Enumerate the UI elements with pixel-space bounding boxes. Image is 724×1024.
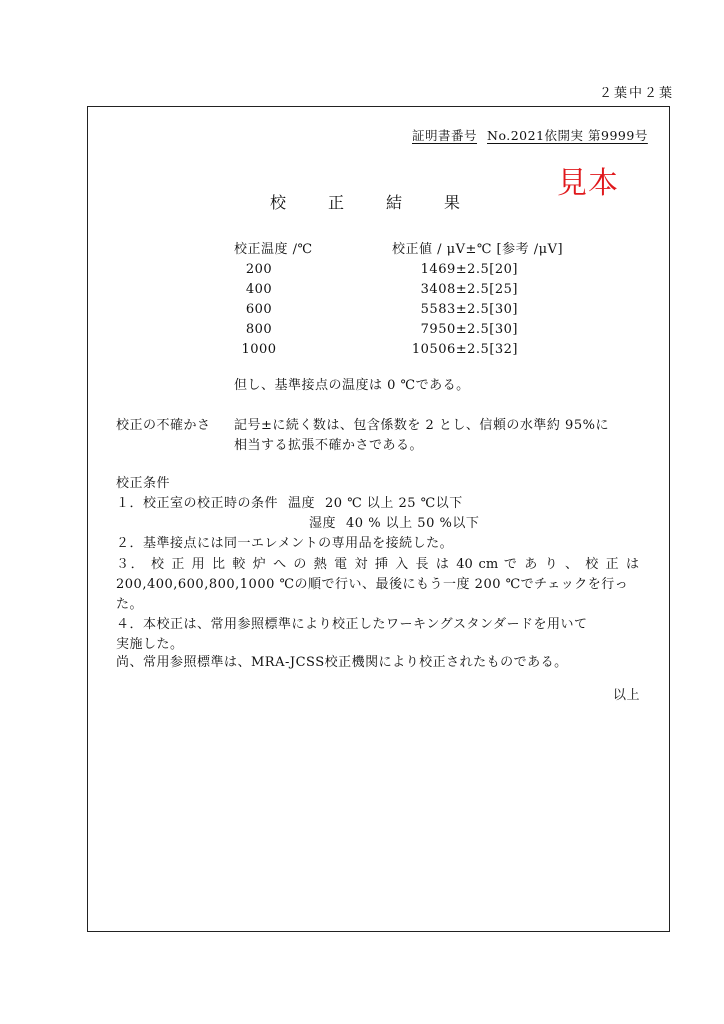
condition-2: ２．基準接点には同一エレメントの専用品を接続した。 <box>116 536 454 551</box>
uncertainty-text: 記号±に続く数は、包含係数を 2 とし、信頼の水準約 95%に <box>234 418 609 433</box>
temperature-range: 20 ℃ 以上 25 ℃以下 <box>325 496 463 511</box>
row-temperature: 1000 <box>241 342 277 357</box>
certificate-number-value: No.2021依開実 第9999号 <box>487 128 648 143</box>
row-temperature: 400 <box>245 282 273 297</box>
uncertainty-text: 相当する拡張不確かさである。 <box>234 438 424 453</box>
row-value: 10506±2.5[32] <box>411 342 518 357</box>
temperature-label: 温度 <box>288 496 316 511</box>
reference-junction-note: 但し、基準接点の温度は 0 ℃である。 <box>234 378 470 393</box>
header-temperature: 校正温度 /℃ <box>234 242 313 257</box>
closing-mark: 以上 <box>613 688 641 703</box>
row-temperature: 800 <box>245 322 273 337</box>
condition-5: 尚、常用参照標準は、MRA-JCSS校正機関により校正されたものである。 <box>116 655 568 670</box>
certificate-number-label: 証明書番号 <box>412 128 478 143</box>
certificate-number <box>412 128 648 144</box>
sample-stamp: 見本 <box>557 166 619 201</box>
row-temperature: 600 <box>245 302 273 317</box>
humidity-label: 湿度 <box>309 516 337 531</box>
humidity-range: 40 % 以上 50 %以下 <box>346 516 480 531</box>
row-temperature: 200 <box>245 262 273 277</box>
row-value: 3408±2.5[25] <box>420 282 518 297</box>
title-char: 結 <box>386 193 403 212</box>
condition-1-text: １．校正室の校正時の条件 <box>116 496 279 511</box>
row-value: 5583±2.5[30] <box>420 302 518 317</box>
page-count: ２葉中２葉 <box>598 86 674 101</box>
condition-1-humidity <box>309 516 479 532</box>
title-char: 校 <box>270 193 287 212</box>
condition-3: ３． 校 正 用 比 較 炉 へ の 熱 電 対 挿 入 長 は 40 cm で あ り 、 校 正 は <box>116 557 639 572</box>
condition-3: 200,400,600,800,1000 ℃の順で行い、最後にもう一度 200 ℃でチェックを行っ <box>116 577 629 592</box>
conditions-title: 校正条件 <box>116 476 171 491</box>
header-value: 校正値 / μV±℃ [参考 /μV] <box>392 242 564 257</box>
condition-1 <box>116 496 463 512</box>
condition-4: 実施した。 <box>116 637 184 652</box>
title-char: 正 <box>328 193 345 212</box>
row-value: 7950±2.5[30] <box>420 322 518 337</box>
condition-3: た。 <box>116 597 144 612</box>
row-value: 1469±2.5[20] <box>420 262 518 277</box>
condition-4: ４．本校正は、常用参照標準により校正したワーキングスタンダードを用いて <box>116 617 588 632</box>
section-title <box>270 193 502 213</box>
uncertainty-label: 校正の不確かさ <box>116 418 211 433</box>
title-char: 果 <box>444 193 461 212</box>
